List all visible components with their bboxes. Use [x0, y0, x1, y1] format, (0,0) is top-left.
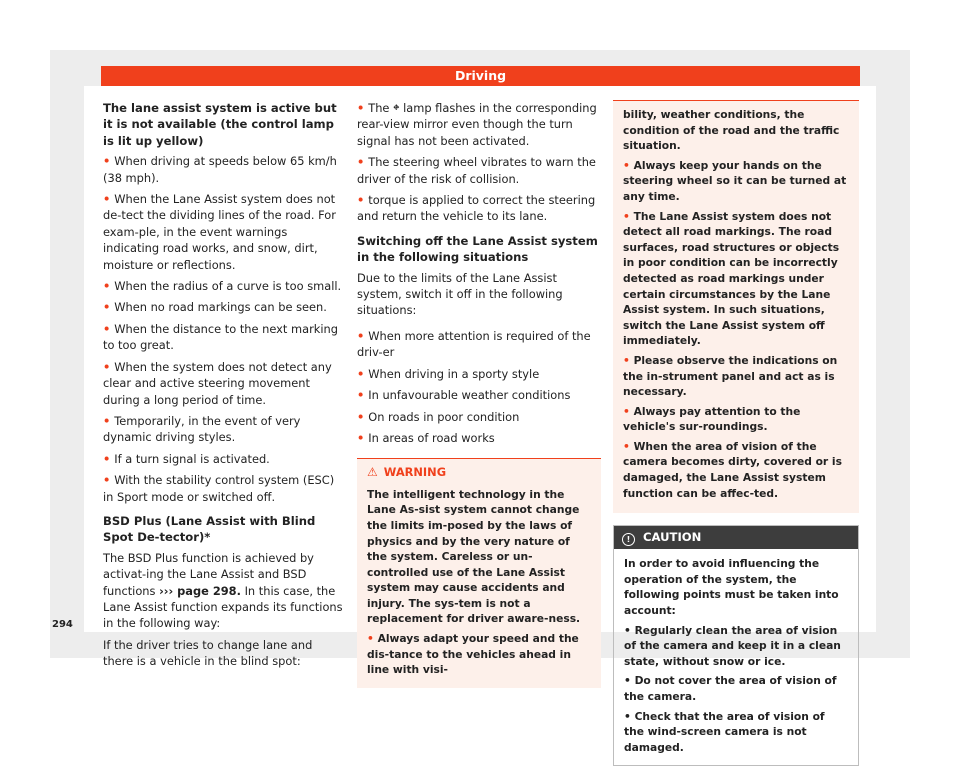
- page-reference-link[interactable]: ››› page 298.: [159, 583, 241, 598]
- heading-switch-off: Switching off the Lane Assist system in the following situations: [357, 233, 598, 265]
- caution-box: [613, 525, 859, 766]
- bullet-icon: •: [103, 451, 115, 466]
- warning-triangle-icon: ⚠: [367, 465, 378, 480]
- list-item: • When driving at speeds below 65 km/h (38 mph).: [103, 154, 337, 185]
- bullet-icon: •: [357, 430, 369, 445]
- bullet-icon: •: [103, 359, 115, 374]
- warning-text: The intelligent technology in the Lane As-sist system cannot change the limits im-posed by the laws of physics and by the very nature of the system. Careless or un-controlled use of the Lane Assist system may cause accidents and injury. The sys-tem is not a replacement for driver aware-ness.: [367, 487, 581, 626]
- list-item: • torque is applied to correct the steering and return the vehicle to its lane.: [357, 193, 596, 224]
- caution-text: In order to avoid influencing the operation of the system, the following points must be taken into account:: [624, 557, 839, 618]
- heading-lane-assist-unavailable: The lane assist system is active but it is not available (the control lamp is lit up yellow): [103, 101, 337, 148]
- bullet-icon: •: [357, 155, 369, 170]
- list-item: • On roads in poor condition: [357, 409, 520, 424]
- paragraph-blind-spot: If the driver tries to change lane and there is a vehicle in the blind spot:: [103, 637, 313, 669]
- list-item: • Always adapt your speed and the dis-tance to the vehicles ahead in line with visi-: [367, 632, 579, 677]
- caution-title: ! CAUTION: [614, 526, 858, 549]
- list-item: • Always keep your hands on the steering wheel so it can be turned at any time.: [623, 158, 847, 203]
- list-item: • When the Lane Assist system does not de-tect the dividing lines of the road. For exam-ple, in the event warnings indicating road works, and snow, dirt, moisture or reflections.: [103, 192, 336, 272]
- bullet-icon: •: [623, 439, 634, 453]
- list-item: • When no road markings can be seen.: [103, 300, 327, 315]
- list-item: • Do not cover the area of vision of the camera.: [624, 674, 837, 703]
- bullet-icon: •: [367, 632, 378, 646]
- section-header: Driving: [101, 66, 860, 86]
- bullet-icon: •: [624, 709, 635, 723]
- bullet-icon: •: [357, 328, 369, 343]
- bullet-icon: •: [103, 279, 115, 294]
- bullet-icon: •: [103, 154, 115, 169]
- list-item: • When driving in a sporty style: [357, 366, 540, 381]
- list-item: • When the area of vision of the camera becomes dirty, covered or is damaged, the Lane Assist system function can be affec-ted.: [623, 439, 842, 500]
- bullet-icon: •: [623, 158, 634, 172]
- bullet-icon: •: [103, 473, 115, 488]
- list-item: • The Lane Assist system does not detect all road markings. The road surfaces, road structures or objects in poor condition can be incorrectly detected as road markings under certain circumstances by the Lane Assist system. In such situations, switch the Lane Assist system off immediately.: [623, 209, 840, 348]
- lane-lamp-icon: ⛖: [393, 103, 400, 112]
- list-item: • When the radius of a curve is too small.: [103, 279, 342, 294]
- column-1: [103, 100, 343, 675]
- list-item: • When the system does not detect any clear and active steering movement during a long period of time.: [103, 359, 332, 407]
- bullet-icon: •: [103, 300, 115, 315]
- column-3: [613, 100, 859, 766]
- list-item: • Always pay attention to the vehicle's sur-roundings.: [623, 404, 801, 434]
- bullet-icon: •: [623, 404, 634, 418]
- warning-box-continued: [613, 100, 859, 513]
- bullet-icon: •: [103, 413, 115, 428]
- list-item: • Regularly clean the area of vision of the camera and keep it in a clean state, without snow or ice.: [624, 623, 841, 668]
- list-item: • Check that the area of vision of the wind-screen camera is not damaged.: [624, 709, 825, 754]
- list-item: • Temporarily, in the event of very dynamic driving styles.: [103, 413, 301, 445]
- list-item: • In unfavourable weather conditions: [357, 388, 571, 403]
- bullet-icon: •: [357, 101, 369, 115]
- warning-title: ⚠ WARNING: [367, 465, 447, 480]
- list-item: • Please observe the indications on the in-strument panel and act as is necessary.: [623, 353, 838, 399]
- bullet-icon: •: [623, 353, 634, 367]
- bullet-icon: •: [357, 409, 369, 424]
- warning-text: bility, weather conditions, the condition of the road and the traffic situation.: [623, 108, 840, 153]
- list-item: • The ⛖ lamp flashes in the corresponding rear-view mirror even though the turn signal has not been activated.: [357, 101, 597, 148]
- bullet-icon: •: [103, 321, 115, 336]
- list-item: • With the stability control system (ESC) in Sport mode or switched off.: [103, 473, 335, 504]
- heading-bsd-plus: BSD Plus (Lane Assist with Blind Spot De-tector)*: [103, 513, 316, 545]
- column-2: [357, 100, 601, 688]
- list-item: • In areas of road works: [357, 430, 495, 445]
- paragraph-bsd-plus: The BSD Plus function is achieved by activat-ing the Lane Assist and BSD functions ››› page 298. In this case, the Lane Assist function expands its functions in the following way:: [103, 550, 343, 631]
- bullet-icon: •: [357, 193, 369, 208]
- list-item: • When the distance to the next marking to too great.: [103, 321, 338, 353]
- warning-box: [357, 458, 601, 688]
- bullet-icon: •: [103, 192, 115, 207]
- paragraph-switch-off: Due to the limits of the Lane Assist system, switch it off in the following situations:: [357, 270, 563, 318]
- page-number: 294: [52, 619, 73, 630]
- list-item: • If a turn signal is activated.: [103, 451, 270, 466]
- bullet-icon: •: [624, 623, 635, 637]
- list-item: • The steering wheel vibrates to warn the driver of the risk of collision.: [357, 155, 596, 186]
- list-item: • When more attention is required of the driv-er: [357, 328, 591, 360]
- bullet-icon: •: [624, 674, 635, 688]
- bullet-icon: •: [623, 209, 634, 223]
- bullet-icon: •: [357, 366, 369, 381]
- info-circle-icon: !: [622, 533, 635, 546]
- bullet-icon: •: [357, 388, 369, 403]
